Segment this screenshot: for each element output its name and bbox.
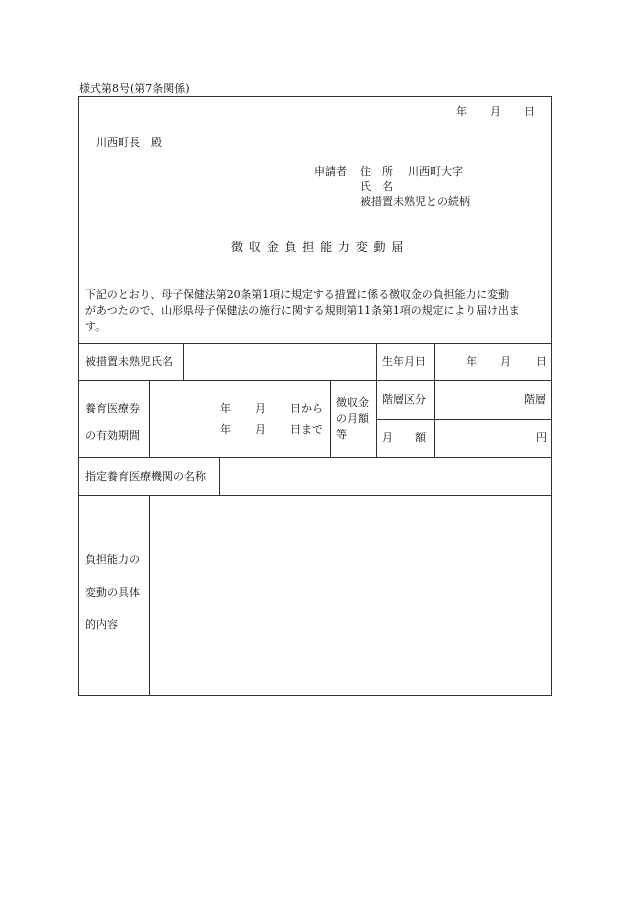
tier-unit: 階層 bbox=[524, 393, 546, 406]
address-label: 住 所 bbox=[360, 165, 393, 178]
body-line-3: す。 bbox=[85, 320, 107, 333]
voucher-label-line-1: 養育医療券 bbox=[85, 402, 140, 415]
relation-label: 被措置未熟児との続柄 bbox=[360, 195, 470, 208]
birthdate-label: 生年月日 bbox=[382, 355, 426, 368]
date-day: 日 bbox=[524, 105, 535, 118]
col-divider-details bbox=[149, 495, 150, 695]
institution-label: 指定養育医療機関の名称 bbox=[85, 470, 206, 483]
row-divider-fee bbox=[376, 419, 551, 420]
from-day: 日から bbox=[290, 402, 323, 415]
date-month: 月 bbox=[490, 105, 501, 118]
name-label: 氏 名 bbox=[360, 180, 393, 193]
birth-day: 日 bbox=[536, 355, 547, 368]
col-divider-name bbox=[183, 343, 184, 380]
voucher-label-line-2: の有効期間 bbox=[85, 429, 140, 442]
monthly-amount-label: 月 額 bbox=[382, 431, 426, 444]
fee-label-line-2: の月額 bbox=[336, 412, 369, 425]
col-divider-fee bbox=[330, 380, 331, 457]
document-title: 徴 収 金 負 担 能 力 変 動 届 bbox=[231, 240, 405, 254]
address-value: 川西町大字 bbox=[408, 165, 463, 178]
applicant-label: 申請者 bbox=[314, 165, 347, 178]
body-line-2: があつたので、山形県母子保健法の施行に関する規則第11条第1項の規定により届け出ま bbox=[85, 304, 520, 317]
col-divider-birth bbox=[376, 343, 377, 457]
birth-month: 月 bbox=[500, 355, 511, 368]
row-divider-2 bbox=[79, 457, 551, 458]
addressee: 川西町長 殿 bbox=[96, 136, 162, 149]
from-year: 年 bbox=[220, 402, 231, 415]
details-label-line-1: 負担能力の bbox=[85, 553, 140, 566]
to-month: 月 bbox=[255, 423, 266, 436]
tier-label: 階層区分 bbox=[382, 393, 426, 406]
form-number: 様式第8号(第7条関係) bbox=[79, 82, 190, 95]
to-day: 日まで bbox=[290, 423, 323, 436]
table-top-border bbox=[79, 343, 551, 344]
col-divider-institution bbox=[219, 457, 220, 495]
body-line-1: 下記のとおり、母子保健法第20条第1項に規定する措置に係る徴収金の負担能力に変動 bbox=[85, 288, 509, 301]
date-year: 年 bbox=[456, 105, 467, 118]
fee-label-line-3: 等 bbox=[336, 428, 347, 441]
from-month: 月 bbox=[255, 402, 266, 415]
col-divider-voucher bbox=[149, 380, 150, 457]
details-label-line-2: 変動の具体 bbox=[85, 586, 140, 599]
monthly-amount-unit: 円 bbox=[536, 431, 547, 444]
infant-name-label: 被措置未熟児氏名 bbox=[85, 355, 173, 368]
fee-label-line-1: 徴収金 bbox=[336, 396, 369, 409]
col-divider-birth-value bbox=[434, 343, 435, 457]
birth-year: 年 bbox=[466, 355, 477, 368]
details-label-line-3: 的内容 bbox=[85, 618, 118, 631]
to-year: 年 bbox=[220, 423, 231, 436]
